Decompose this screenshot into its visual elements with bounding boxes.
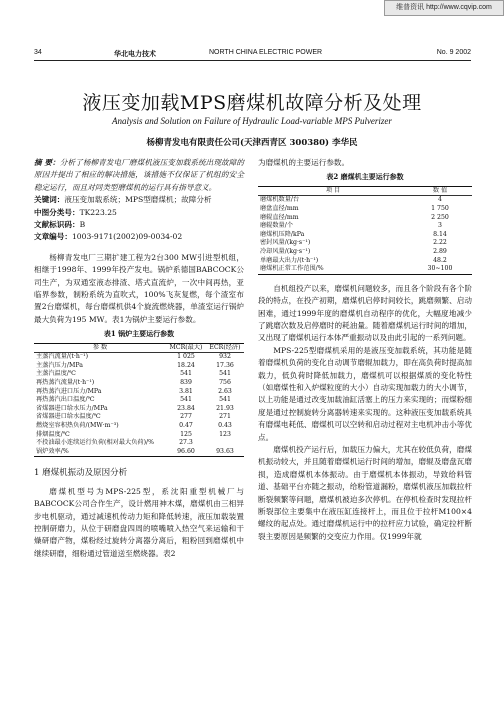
table1-row xyxy=(34,431,244,440)
keywords-label: 关键词： xyxy=(34,195,65,205)
table1-row xyxy=(34,439,244,448)
article-label: 文章编号： xyxy=(34,232,72,242)
table1-cell: 再热蒸汽出口温度/℃ xyxy=(36,396,95,404)
table1-cell xyxy=(206,439,244,448)
table2-cell: 磨煤机正常工作范围/% xyxy=(260,265,324,273)
table2-row xyxy=(258,239,472,248)
table2-cell: 磨煤机压降/kPa xyxy=(260,230,305,238)
table2-row xyxy=(258,257,472,266)
table2-cell: 磨辊数量/个 xyxy=(260,222,294,230)
table1-cell: 932 xyxy=(219,353,231,361)
table1-row xyxy=(34,448,244,457)
section-heading: 1 磨煤机振动及原因分析 xyxy=(34,468,128,479)
table1-cell: 541 xyxy=(180,396,192,404)
body-paragraph: 磨煤机投产运行后，加载压力偏大，尤其在较低负荷，磨煤机振动较大，并且随着磨煤机运行时间的增加，磨辊及磨盘瓦磨损，造成磨煤机本体振动。由于磨煤机本体振动，导致给料管道、基础平台亦随之振动，给粉管道漏粉，磨煤机液压加载拉杆断裂频繁等问题，磨煤机被迫多次停机。在停机检查时发现拉杆断裂部位主要集中在液压缸连接杆上，而且位于拉杆M100×4螺纹的起点处。通过磨煤机运行中的拉杆应力试验，确定拉杆断裂主要原因是频繁的交变应力作用。仅1999年就 xyxy=(258,445,472,541)
table1-cell: 主蒸汽流量/(t·h⁻¹) xyxy=(36,353,89,361)
table1-cell: 541 xyxy=(180,370,192,378)
table2-cell: 磨辊直径/mm xyxy=(260,213,299,221)
table1-cell: 2.63 xyxy=(218,387,232,395)
table1-cell: 锅炉效率/% xyxy=(36,447,69,455)
table1-cell: 省煤器进口给水温度/℃ xyxy=(36,413,101,421)
table2-cell: 30~100 xyxy=(427,265,453,273)
front-matter xyxy=(34,157,244,244)
table2-cell: 2.89 xyxy=(433,247,447,255)
running-header xyxy=(34,46,471,61)
table1-cell: 不投油最小连续运行负荷(相对最大负荷)/% xyxy=(36,439,154,447)
table1-cell: 排烟温度/℃ xyxy=(36,430,70,438)
table1-cell: 主蒸汽温度/℃ xyxy=(36,370,76,378)
table1-cell: 1 025 xyxy=(177,353,195,361)
right-column xyxy=(258,157,472,543)
abstract-text: 分析了杨柳青发电厂磨煤机液压变加载系统出现故障的原因并提出了相应的解决措施，该措施不仅保证了机组的安全稳定运行，而且对同类型磨煤机的运行具有指导意义。 xyxy=(34,158,244,192)
abstract-label: 摘 要： xyxy=(34,158,60,167)
body-paragraph: 自机组投产以来，磨煤机问题较多，而且各个阶段有各个阶段的特点，在投产初期，磨煤机启停时间较长，跳磨频繁、启动困难，通过1999年度的磨煤机自动程序的优化，大幅度地减少了跳磨次数及启停磨时的耗油量。随着磨煤机运行时间的增加，又出现了磨煤机运行本体严重振动以及由此引起的一系列问题。 xyxy=(258,283,472,343)
table2-cell: 1 750 xyxy=(431,205,449,212)
table1-cell: 燃烧室容积热负荷/(MW·m⁻³) xyxy=(36,422,119,430)
intro-paragraph: 杨柳青发电厂三期扩建工程为2台300 MW引进型机组，相继于1998年、1999年投产发电。锅炉系德国BABCOCK公司生产，为双通室液态排渣、塔式直流炉，一次中间再热，亚临界参数，制粉系统为直吹式，100%飞灰复燃，每个渣室布置2台磨煤机，每台磨煤机供4个旋流燃烧器，单渣室运行锅炉最大负荷为195 MW。表1为锅炉主要运行参数。 xyxy=(34,252,244,324)
table2 xyxy=(258,186,472,275)
table1-cell: 541 xyxy=(219,370,231,378)
table2-cell: 2.22 xyxy=(433,239,447,247)
table1-cell: 125 xyxy=(180,430,192,438)
table1-cell: 再热蒸汽进口压力/MPa xyxy=(36,387,102,395)
table1-header: MCR(最大) xyxy=(169,343,203,351)
table1-row xyxy=(34,413,244,422)
table2-header: 数 值 xyxy=(432,186,448,194)
table2-cell: 单磨最大出力/(t·h⁻¹) xyxy=(260,256,319,264)
table1-header: 参 数 xyxy=(92,343,108,351)
table2-cell: 48.2 xyxy=(433,256,447,264)
table1-row xyxy=(34,388,244,397)
left-column xyxy=(34,157,244,560)
table1-row xyxy=(34,422,244,431)
table2-cell: 4 xyxy=(438,196,442,204)
table1-row xyxy=(34,353,244,362)
table2-row xyxy=(258,214,472,223)
table2-cell: 磨煤机数量/台 xyxy=(260,196,300,204)
table2-row xyxy=(258,222,472,231)
table1-cell: 17.36 xyxy=(216,361,234,369)
table1-row xyxy=(34,370,244,379)
clc-label: 中图分类号： xyxy=(34,207,80,217)
table2-cell: 磨盘直径/mm xyxy=(260,205,299,212)
right-intro-line: 为磨煤机的主要运行参数。 xyxy=(258,158,350,167)
table1-cell: 96.60 xyxy=(177,447,195,455)
watermark: 维普资讯 http://www.cqvip.com xyxy=(384,0,504,16)
doc-label: 文献标识码： xyxy=(34,220,80,230)
table1-caption: 表1 锅炉主要运行参数 xyxy=(103,329,175,339)
body-paragraph: MPS-225型磨煤机采用的是液压变加载系统，其功能是随着磨煤机负荷的变化自动调节磨辊加载力，即在高负荷时提高加载力，低负荷时降低加载力，磨煤机可以根据煤质的变化特性（如磨煤性和入炉煤粒度的大小）自动实现加载力的大小调节，以上功能是通过改变加载油缸活塞上的压力来实现的；而煤粉细度是通过控制旋转分离器转速来实现的。这种液压变加载系统具有磨煤电耗低、磨煤机可以空转和启动过程对主电机冲击小等优点。 xyxy=(258,345,472,442)
table1-cell: 0.43 xyxy=(218,422,232,430)
table2-cell: 冷却风量/(kg·s⁻¹) xyxy=(260,247,311,255)
section1-paragraph: 磨煤机型号为MPS-225型，系沈阳重型机械厂与BABCOCK公司合作生产，设计燃用神木煤，磨煤机由三相异步电机驱动，通过减速机传动力矩和降低转速，液压加载装置控制研磨力，从位于研磨盘四周的喷嘴喷入热空气来运输和干燥研磨产物，煤粉经过旋转分离器分离后，粗粉回到磨煤机中继续研磨，细粉通过管道送至燃烧器。表2 xyxy=(34,486,244,558)
table1-cell: 再热蒸汽流量/(t·h⁻¹) xyxy=(36,379,95,387)
table1-cell: 0.47 xyxy=(179,422,193,430)
table1-cell: 21.93 xyxy=(216,404,234,412)
table2-cell: 3 xyxy=(438,222,442,230)
table2-row xyxy=(258,248,472,257)
table1-cell: 3.81 xyxy=(179,387,193,395)
table1-cell: 18.24 xyxy=(177,361,195,369)
table1-row xyxy=(34,396,244,405)
journal-name-cn: 华北电力技术 xyxy=(114,51,156,58)
table1-row xyxy=(34,379,244,388)
table2-caption: 表2 磨煤机主要运行参数 xyxy=(326,172,404,182)
table1-cell: 277 xyxy=(180,413,192,421)
table2-cell: 2 250 xyxy=(431,213,449,221)
table1-cell: 541 xyxy=(219,396,231,404)
table1-cell: 271 xyxy=(219,413,231,421)
doc-text: B xyxy=(79,220,86,230)
table2-row xyxy=(258,205,472,214)
table2-cell: 密封风量/(kg·s⁻¹) xyxy=(260,239,311,247)
table1-cell: 839 xyxy=(180,379,192,387)
clc-text: TK223.25 xyxy=(79,207,117,217)
paper-title-en: Analysis and Solution on Failure of Hydraulic Load-variable MPS Pulverizer xyxy=(112,116,392,126)
issue-number: No. 9 2002 xyxy=(436,49,471,56)
table1-cell: 27.3 xyxy=(179,439,193,447)
table2-cell: 8.14 xyxy=(433,230,447,238)
paper-title: 液压变加载MPS磨煤机故障分析及处理 xyxy=(82,92,422,114)
article-text: 1003-9171(2002)09-0034-02 xyxy=(71,232,183,242)
authors: 杨柳青发电有限责任公司(天津西青区 300380) 李华民 xyxy=(146,138,358,148)
journal-name-en: NORTH CHINA ELECTRIC POWER xyxy=(209,49,323,56)
table2-row xyxy=(258,265,472,274)
table1 xyxy=(34,343,244,458)
page-number: 34 xyxy=(34,49,42,56)
table2-header: 项 目 xyxy=(325,186,341,194)
table2-row xyxy=(258,196,472,205)
table1-cell: 93.63 xyxy=(216,447,234,455)
keywords-text: 液压变加载系统；MPS型磨煤机；故障分析 xyxy=(64,195,212,205)
table1-cell: 123 xyxy=(219,430,231,438)
table1-cell: 23.84 xyxy=(177,404,195,412)
table1-cell: 主蒸汽压力/MPa xyxy=(36,361,83,369)
table1-header: ECR(经济) xyxy=(209,343,241,351)
table1-cell: 省煤器进口给水压力/MPa xyxy=(36,404,108,412)
table1-cell: 756 xyxy=(219,379,231,387)
